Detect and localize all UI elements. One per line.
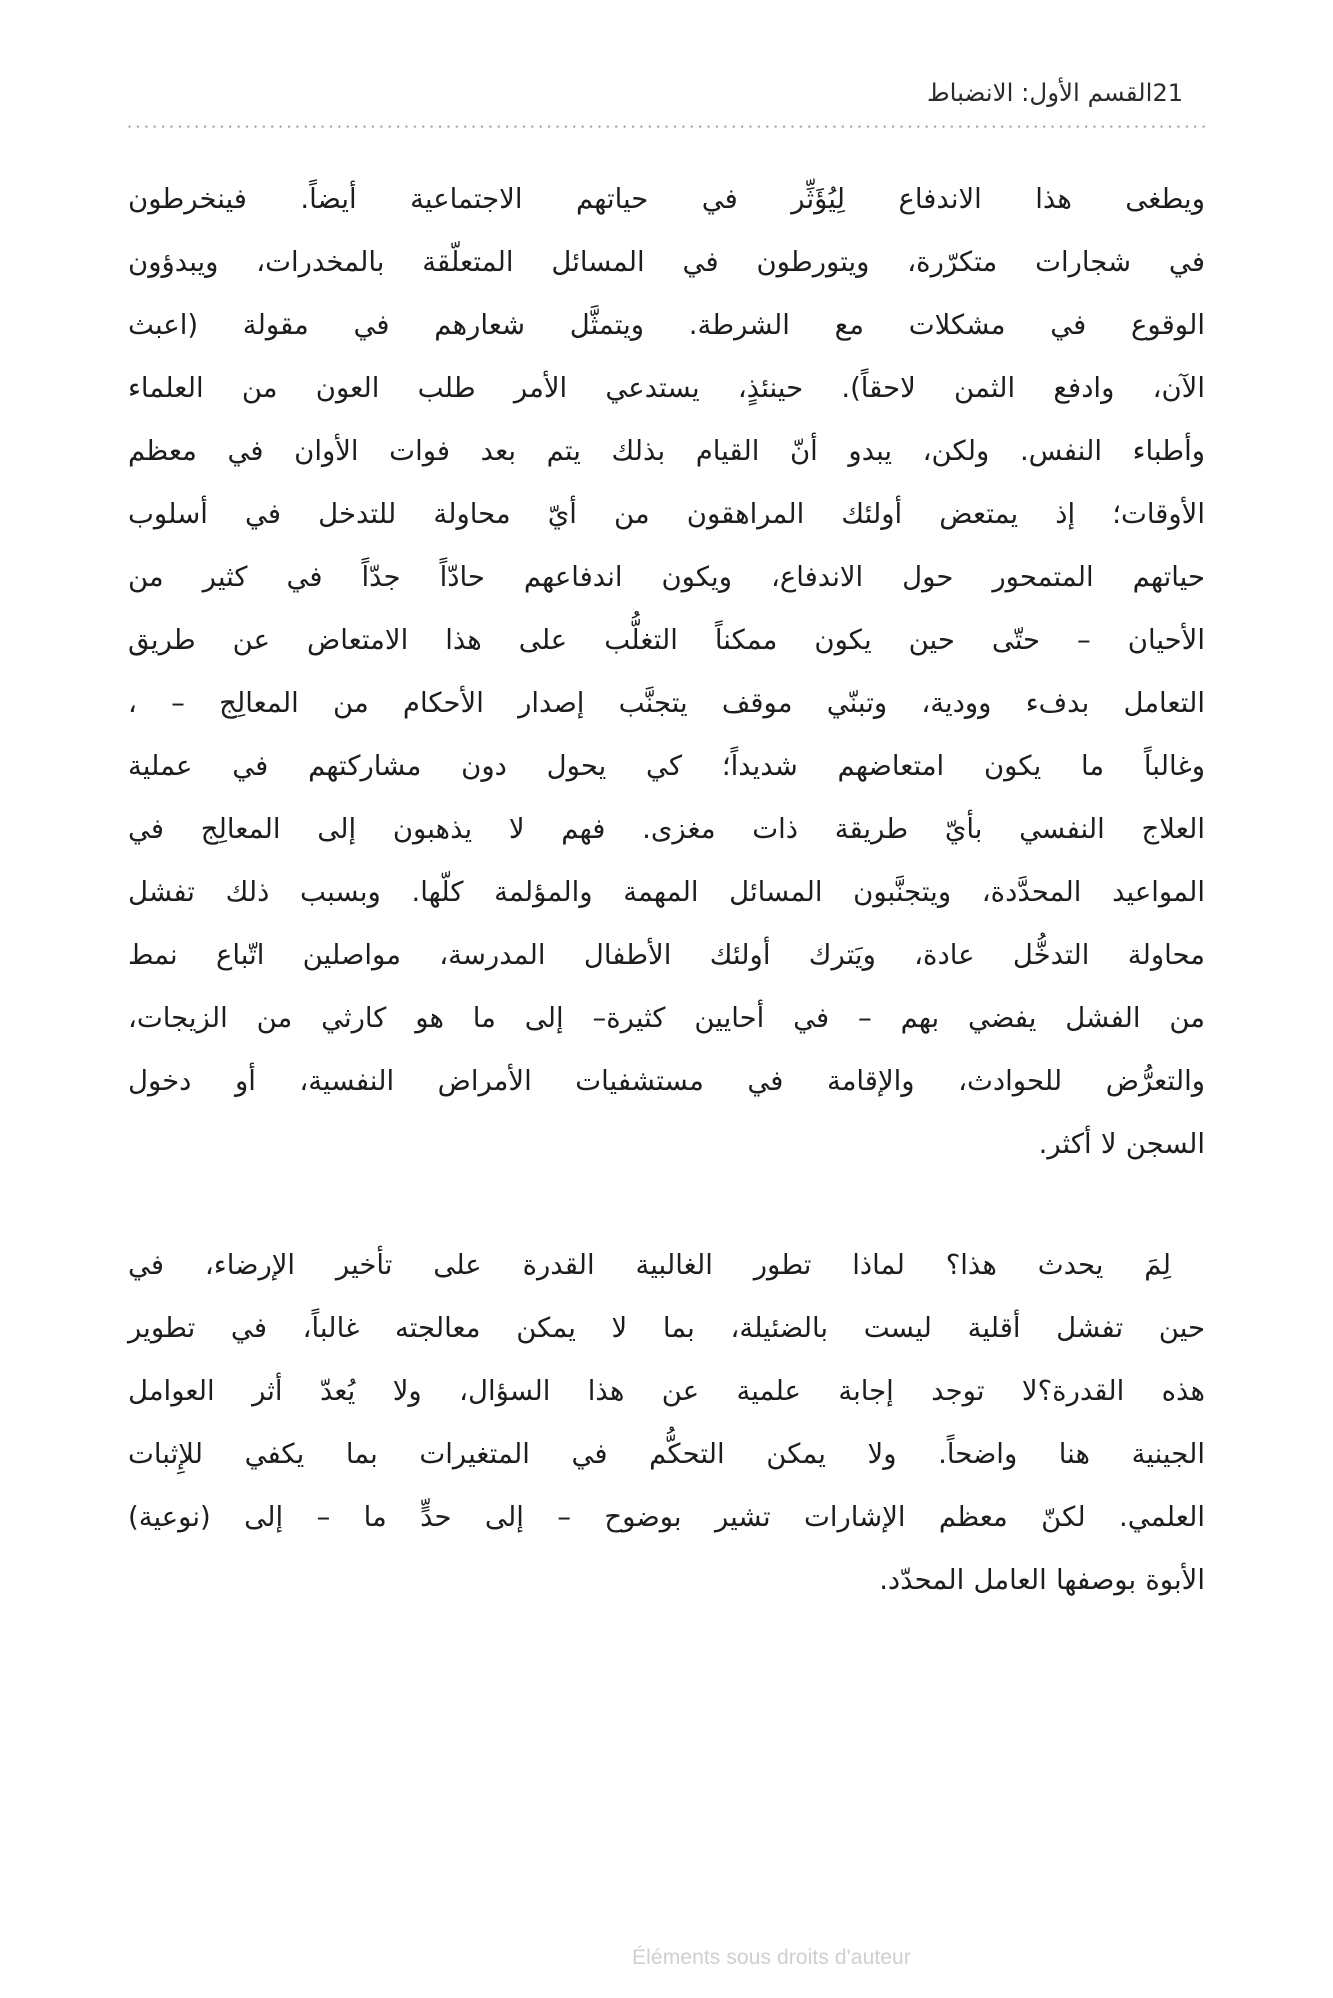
header-dotted-rule (128, 125, 1205, 129)
text-line: وغالباً ما يكون امتعاضهم شديداً؛ كي يحول دون مشاركتهم في عملية (128, 750, 1205, 782)
text-line: العلاج النفسي بأيّ طريقة ذات مغزى. فهم لا يذهبون إلى المعالِج في (128, 813, 1205, 845)
text-line: الأوقات؛ إذ يمتعض أولئك المراهقون من أيّ محاولة للتدخل في أسلوب (128, 498, 1205, 530)
text-line: الأبوة بوصفها العامل المحدّد. (879, 1564, 1205, 1596)
page-number: 21 (1152, 79, 1183, 107)
paragraph-2 (128, 1234, 1205, 1612)
text-line: التعامل بدفء وودية، وتبنّي موقف يتجنَّب إصدار الأحكام من المعالِج – ، (128, 687, 1205, 719)
text-line: المواعيد المحدَّدة، ويتجنَّبون المسائل المهمة والمؤلمة كلّها. وبسبب ذلك تفشل (128, 876, 1205, 908)
text-line: حياتهم المتمحور حول الاندفاع، ويكون اندفاعهم حادّاً جدّاً في كثير من (128, 561, 1205, 593)
text-line: وأطباء النفس. ولكن، يبدو أنّ القيام بذلك يتم بعد فوات الأوان في معظم (128, 435, 1205, 467)
text-line: الآن، وادفع الثمن لاحقاً). حينئذٍ، يستدعي الأمر طلب العون من العلماء (128, 372, 1205, 404)
text-line: في شجارات متكرّرة، ويتورطون في المسائل المتعلّقة بالمخدرات، ويبدؤون (128, 246, 1205, 278)
page-body (128, 168, 1205, 1612)
copyright-watermark: Éléments sous droits d'auteur (632, 1946, 911, 1969)
text-line: ويطغى هذا الاندفاع لِيُؤَثِّر في حياتهم الاجتماعية أيضاً. فينخرطون (128, 183, 1205, 215)
text-line: السجن لا أكثر. (1038, 1128, 1205, 1160)
text-line: الأحيان – حتّى حين يكون ممكناً التغلُّب على هذا الامتعاض عن طريق (128, 624, 1205, 656)
text-line: محاولة التدخُّل عادة، ويَترك أولئك الأطفال المدرسة، مواصلين اتّباع نمط (128, 939, 1205, 971)
running-header (128, 78, 1205, 120)
paragraph-1 (128, 168, 1205, 1176)
text-line: الجينية هنا واضحاً. ولا يمكن التحكُّم في المتغيرات بما يكفي للإِثبات (128, 1438, 1205, 1470)
text-line: العلمي. لكنّ معظم الإشارات تشير بوضوح – إلى حدٍّ ما – إلى (نوعية) (128, 1501, 1205, 1533)
text-line: الوقوع في مشكلات مع الشرطة. ويتمثَّل شعارهم في مقولة (اعبث (128, 309, 1205, 341)
text-line: هذه القدرة؟لا توجد إجابة علمية عن هذا السؤال، ولا يُعدّ أثر العوامل (128, 1375, 1205, 1407)
text-line: حين تفشل أقلية ليست بالضئيلة، بما لا يمكن معالجته غالباً، في تطوير (128, 1312, 1205, 1344)
text-line: لِمَ يحدث هذا؟ لماذا تطور الغالبية القدرة على تأخير الإرضاء، في (128, 1249, 1171, 1281)
header-title: القسم الأول: الانضباط (927, 78, 1153, 107)
text-line: من الفشل يفضي بهم – في أحايين كثيرة– إلى ما هو كارثي من الزيجات، (128, 1002, 1205, 1034)
text-line: والتعرُّض للحوادث، والإقامة في مستشفيات الأمراض النفسية، أو دخول (128, 1065, 1205, 1097)
